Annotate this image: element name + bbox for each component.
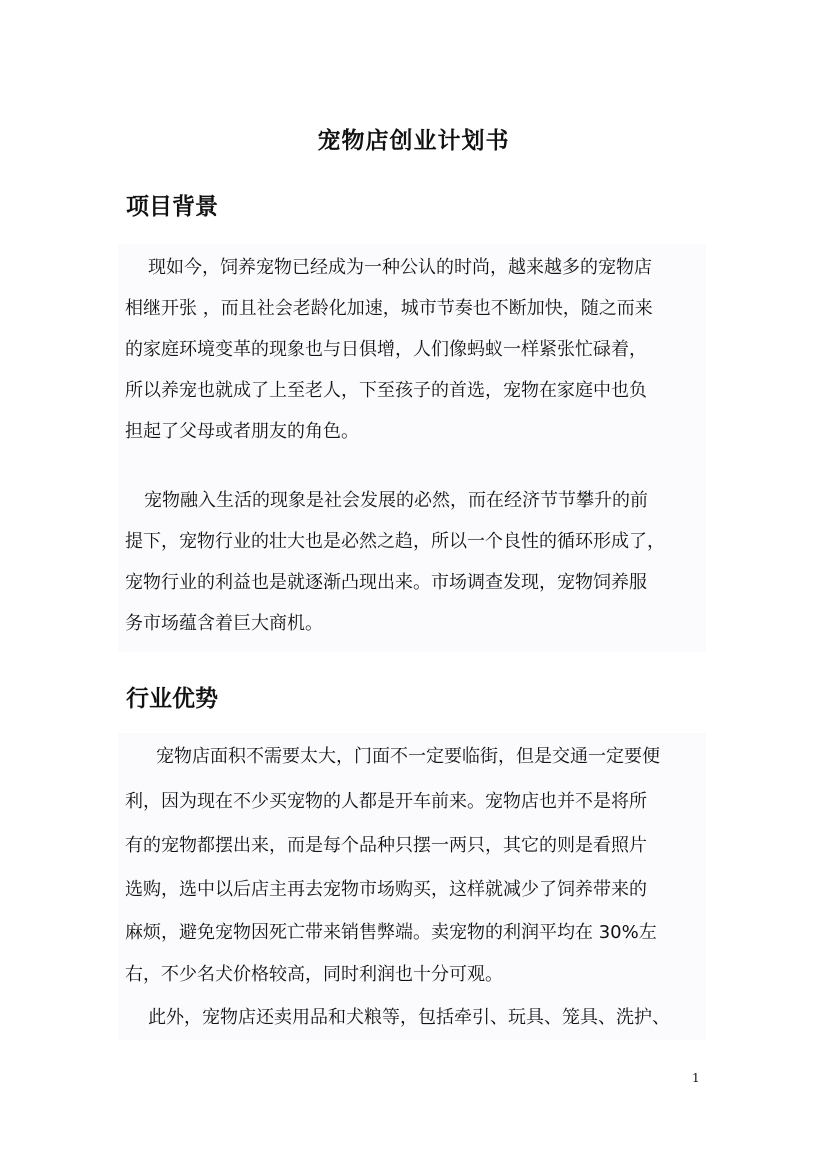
paragraph-line: 宠物融入生活的现象是社会发展的必然，而在经济节节攀升的前 [144,490,648,511]
section-background-body [118,244,706,652]
section-heading-background: 项目背景 [126,193,218,220]
paragraph-line: 利，因为现在不少买宠物的人都是开车前来。宠物店也并不是将所 [125,791,647,812]
paragraph-line: 相继开张 ，而且社会老龄化加速，城市节奏也不断加快，随之而来 [125,298,653,319]
paragraph-line: 所以养宠也就成了上至老人，下至孩子的首选，宠物在家庭中也负 [125,380,647,401]
paragraph-line: 麻烦，避免宠物因死亡带来销售弊端。卖宠物的利润平均在 30%左 [125,922,657,943]
paragraph-line: 宠物店面积不需要太大，门面不一定要临街，但是交通一定要便 [156,746,660,767]
section-heading-advantages: 行业优势 [126,685,218,712]
paragraph-line: 右，不少名犬价格较高，同时利润也十分可观。 [125,964,503,985]
paragraph-line: 担起了父母或者朋友的角色。 [125,421,359,442]
paragraph-line: 宠物行业的利益也是就逐渐凸现出来。市场调查发现，宠物饲养服 [125,572,647,593]
paragraph-line: 选购，选中以后店主再去宠物市场购买，这样就减少了饲养带来的 [125,879,647,900]
paragraph-line: 现如今，饲养宠物已经成为一种公认的时尚，越来越多的宠物店 [148,257,652,278]
document-title: 宠物店创业计划书 [317,127,510,154]
paragraph-line: 提下，宠物行业的壮大也是必然之趋，所以一个良性的循环形成了， [125,531,665,552]
section-advantages-body [118,733,706,1040]
paragraph-line: 有的宠物都摆出来，而是每个品种只摆一两只，其它的则是看照片 [125,835,647,856]
paragraph-line: 的家庭环境变革的现象也与日俱增，人们像蚂蚁一样紧张忙碌着， [125,339,647,360]
paragraph-line: 此外，宠物店还卖用品和犬粮等，包括牵引、玩具、笼具、洗护、 [148,1007,670,1028]
paragraph-line: 务市场蕴含着巨大商机。 [125,613,323,634]
page-number: 1 [692,1071,700,1085]
